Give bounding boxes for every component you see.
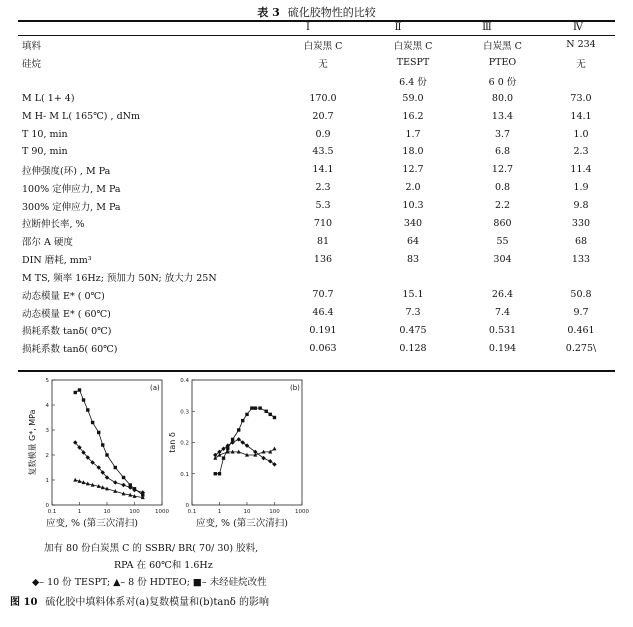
- figure-10-charts: [20, 372, 320, 532]
- table-cell: 0.531: [488, 324, 517, 336]
- panel-a-diamond-marker: [113, 480, 117, 484]
- panel-a-square-marker: [122, 476, 125, 479]
- table-cell: 81: [316, 235, 330, 247]
- table-cell: 无: [576, 58, 586, 70]
- table-row: [18, 232, 615, 250]
- panel-b-square-marker: [258, 406, 261, 409]
- table-cell: 0.128: [399, 342, 427, 354]
- panel-b-square-marker: [250, 406, 253, 409]
- table-cell: 6.4 份: [399, 76, 427, 88]
- row-label: 拉伸强度(环) , M Pa: [22, 165, 111, 177]
- table-cell: 14.1: [312, 164, 334, 176]
- table-cell: 无: [318, 58, 328, 70]
- panel-b-square-marker: [222, 456, 225, 459]
- table-cell: 55: [496, 235, 509, 247]
- table-cell: 170.0: [309, 92, 337, 104]
- row-label: M H- M L( 165℃) , dNm: [22, 110, 140, 122]
- panel-b-x-tick-label: 100: [269, 509, 280, 515]
- panel-b-ylabel: tan δ: [168, 432, 177, 453]
- panel-b-x-tick-label: 1: [217, 509, 222, 515]
- panel-a-x-tick-label: 10: [103, 509, 111, 515]
- table-cell: [278, 72, 368, 90]
- row-label: DIN 磨耗, mm³: [22, 255, 92, 267]
- table-cell: 白炭黑 C: [393, 40, 433, 52]
- table-cell: 0.9: [315, 128, 331, 140]
- table-cell: 11.4: [570, 164, 592, 176]
- panel-a-square-marker: [78, 388, 81, 391]
- row-label: 损耗系数 tanδ( 0℃): [22, 326, 112, 338]
- panel-a-series-diamond-line: [75, 443, 143, 493]
- table-cell: 1.0: [573, 128, 589, 140]
- table-row: [18, 322, 615, 340]
- table-cell: [458, 268, 547, 286]
- panel-b-square-marker: [214, 472, 217, 475]
- panel-b-triangle-marker: [213, 456, 217, 460]
- table-row: [18, 286, 615, 304]
- panel-b-square-marker: [273, 416, 276, 419]
- table-cell: 18.0: [402, 146, 424, 158]
- xlabel-panel-a: 应变, % (第三次清扫): [46, 518, 138, 529]
- panel-b-triangle-marker: [273, 447, 277, 451]
- table-cell: 9.7: [573, 307, 589, 319]
- table-cell: 15.1: [402, 289, 424, 301]
- row-label: 动态模量 E* ( 0℃): [22, 290, 105, 302]
- table-cell: 340: [403, 217, 423, 229]
- panel-a-square-marker: [97, 431, 100, 434]
- row-label: T 90, min: [22, 146, 68, 158]
- row-label: 100% 定伸应力, M Pa: [22, 183, 121, 195]
- column-header-4: Ⅳ: [573, 22, 583, 33]
- row-label: 邵尔 A 硬度: [22, 237, 73, 249]
- figure-legend: ◆– 10 份 TESPT; ▲– 8 份 HDTEO; ■– 未经硅烷改性: [32, 577, 267, 588]
- figure-note-line-2: RPA 在 60℃和 1.6Hz: [114, 560, 213, 571]
- chart-panel-a: [27, 378, 169, 515]
- table-cell: [547, 268, 615, 286]
- table-cell: 6.8: [494, 146, 511, 158]
- figure-caption-number: 图 10: [10, 597, 38, 608]
- table-cell: 白炭黑 C: [303, 40, 343, 52]
- panel-a-frame: [52, 380, 162, 505]
- table-cell: 0.461: [567, 324, 595, 336]
- row-label: M L( 1+ 4): [22, 92, 75, 104]
- properties-table: [18, 36, 615, 357]
- table-cell: 304: [493, 253, 512, 265]
- table-cell: 73.0: [570, 92, 592, 104]
- table-cell: 5.3: [315, 200, 331, 212]
- table-row: [18, 250, 615, 268]
- panel-a-y-tick-label: 5: [45, 378, 49, 384]
- panel-b-y-tick-label: 0.1: [180, 471, 189, 478]
- panel-a-square-marker: [82, 398, 85, 401]
- panel-a-square-marker: [101, 443, 104, 446]
- table-cell: 2.3: [573, 146, 589, 158]
- table-cell: 1.9: [573, 182, 589, 194]
- table-row: [18, 125, 615, 143]
- table-row: [18, 107, 615, 125]
- table-cell: 7.4: [494, 307, 511, 319]
- table-cell: 710: [313, 217, 333, 229]
- panel-b-y-tick-label: 0.4: [180, 378, 189, 384]
- table-cell: 0.475: [399, 324, 427, 336]
- row-label: 拉断伸长率, %: [22, 219, 85, 231]
- table-row: [18, 54, 615, 72]
- table-cell: 68: [574, 235, 588, 247]
- column-header-3: Ⅲ: [482, 22, 492, 33]
- table-cell: 136: [313, 253, 333, 265]
- panel-a-series-square-line: [75, 390, 143, 495]
- table-row: [18, 339, 615, 357]
- table-cell: 43.5: [312, 146, 334, 158]
- figure-caption-text: 硫化胶中填料体系对(a)复数模量和(b)tanδ 的影响: [45, 597, 269, 608]
- table-cell: TESPT: [396, 57, 430, 69]
- panel-a-y-tick-label: 1: [45, 478, 49, 484]
- panel-b-series-square-line: [215, 408, 274, 474]
- xlabel-panel-b: 应变, % (第三次清扫): [196, 518, 288, 529]
- table-caption-text: 硫化胶物性的比较: [287, 6, 376, 19]
- table-cell: PTEO: [488, 57, 517, 69]
- table-row: [18, 268, 615, 286]
- panel-a-label: (a): [150, 384, 160, 392]
- panel-b-square-marker: [254, 406, 257, 409]
- table-row: [18, 197, 615, 215]
- panel-b-square-marker: [218, 472, 221, 475]
- panel-a-square-marker: [91, 421, 94, 424]
- table-cell: 9.8: [573, 200, 589, 212]
- table-cell: 83: [406, 253, 420, 265]
- table-cell: 2.2: [494, 200, 511, 212]
- panel-a-y-tick-label: 3: [45, 428, 49, 434]
- panel-b-square-marker: [265, 410, 268, 413]
- table-cell: 10.3: [402, 200, 424, 212]
- panel-b-x-tick-label: 10: [243, 509, 251, 515]
- table-row: [18, 72, 615, 90]
- panel-a-triangle-marker: [73, 478, 77, 482]
- row-label: M TS, 频率 16Hz; 预加力 50N; 放大力 25N: [22, 272, 217, 284]
- panel-b-y-tick-label: 0: [185, 503, 189, 509]
- panel-a-x-tick-label: 0.1: [47, 509, 57, 515]
- table-cell: 3.7: [494, 128, 511, 140]
- figure-caption: [10, 594, 310, 611]
- panel-b-x-tick-label: 1000: [295, 509, 309, 515]
- row-label: 300% 定伸应力, M Pa: [22, 201, 121, 213]
- table-cell: 1.7: [405, 128, 421, 140]
- table-cell: 20.7: [312, 110, 334, 122]
- table-cell: 12.7: [491, 164, 514, 176]
- column-header-1: Ⅰ: [306, 22, 310, 33]
- row-label: 填料: [22, 40, 42, 52]
- table-cell: 16.2: [402, 110, 424, 122]
- table-cell: 0.275\: [565, 342, 597, 354]
- table-cell: 0.063: [309, 342, 337, 354]
- table-cell: 白炭黑 C: [483, 40, 522, 52]
- table-cell: 80.0: [491, 92, 514, 104]
- table-cell: 50.8: [570, 289, 592, 301]
- table-cell: 59.0: [402, 92, 424, 104]
- panel-a-diamond-marker: [121, 483, 125, 487]
- table-cell: 0.8: [494, 182, 511, 194]
- row-label: T 10, min: [22, 128, 68, 140]
- table-cell: 64: [406, 235, 420, 247]
- table-cell: 13.4: [491, 110, 514, 122]
- table-cell: [547, 72, 615, 90]
- table-cell: 12.7: [402, 164, 424, 176]
- panel-a-square-marker: [105, 453, 108, 456]
- table-cell: 860: [493, 217, 512, 229]
- table-cell: 133: [571, 253, 591, 265]
- panel-b-square-marker: [269, 413, 272, 416]
- table-cell: 7.3: [405, 307, 421, 319]
- panel-b-label: (b): [290, 384, 300, 392]
- row-label: [18, 72, 278, 90]
- panel-a-y-tick-label: 2: [45, 453, 49, 459]
- row-label: 动态模量 E* ( 60℃): [22, 308, 111, 320]
- table-caption: [0, 4, 633, 20]
- table-cell: 70.7: [312, 289, 334, 301]
- panel-a-x-tick-label: 1000: [155, 509, 169, 515]
- table-cell: 2.0: [405, 182, 421, 194]
- column-header-2: Ⅱ: [394, 22, 402, 33]
- table-cell: [368, 268, 458, 286]
- row-label: 硅烷: [22, 58, 42, 70]
- table-cell: 0.191: [309, 324, 337, 336]
- panel-a-square-marker: [114, 466, 117, 469]
- panel-b-x-tick-label: 0.1: [187, 509, 197, 515]
- table-cell: 2.3: [315, 182, 331, 194]
- panel-b-square-marker: [245, 413, 248, 416]
- panel-a-x-tick-label: 100: [129, 509, 140, 515]
- panel-a-y-tick-label: 0: [45, 503, 49, 509]
- panel-a-x-tick-label: 1: [77, 509, 82, 515]
- panel-a-ylabel: 复数模量 G*, MPa: [28, 409, 37, 476]
- table-cell: 26.4: [491, 289, 514, 301]
- chart-panel-b: [168, 378, 309, 515]
- panel-a-square-marker: [74, 391, 77, 394]
- panel-b-frame: [192, 380, 302, 505]
- row-label: 损耗系数 tanδ( 60℃): [22, 344, 118, 356]
- table-row: [18, 90, 615, 108]
- table-row: [18, 304, 615, 322]
- panel-b-y-tick-label: 0.2: [180, 440, 189, 447]
- table-cell: 330: [571, 217, 591, 229]
- panel-b-square-marker: [241, 419, 244, 422]
- panel-b-y-tick-label: 0.3: [180, 409, 189, 416]
- panel-a-y-tick-label: 4: [45, 403, 49, 409]
- table-cell: N 234: [566, 39, 596, 51]
- table-cell: [278, 268, 368, 286]
- table-row: [18, 143, 615, 161]
- panel-b-square-marker: [237, 428, 240, 431]
- table-cell: 14.1: [570, 110, 592, 122]
- table-caption-number: 表 3: [257, 6, 280, 19]
- table-cell: 46.4: [312, 307, 334, 319]
- table-row: [18, 179, 615, 197]
- table-cell: 6 0 份: [488, 76, 517, 88]
- table-row: [18, 36, 615, 54]
- panel-a-square-marker: [86, 408, 89, 411]
- table-cell: 0.194: [488, 342, 517, 354]
- table-row: [18, 161, 615, 179]
- table-row: [18, 214, 615, 232]
- figure-note-line-1: 加有 80 份白炭黑 C 的 SSBR/ BR( 70/ 30) 胶料,: [44, 543, 259, 554]
